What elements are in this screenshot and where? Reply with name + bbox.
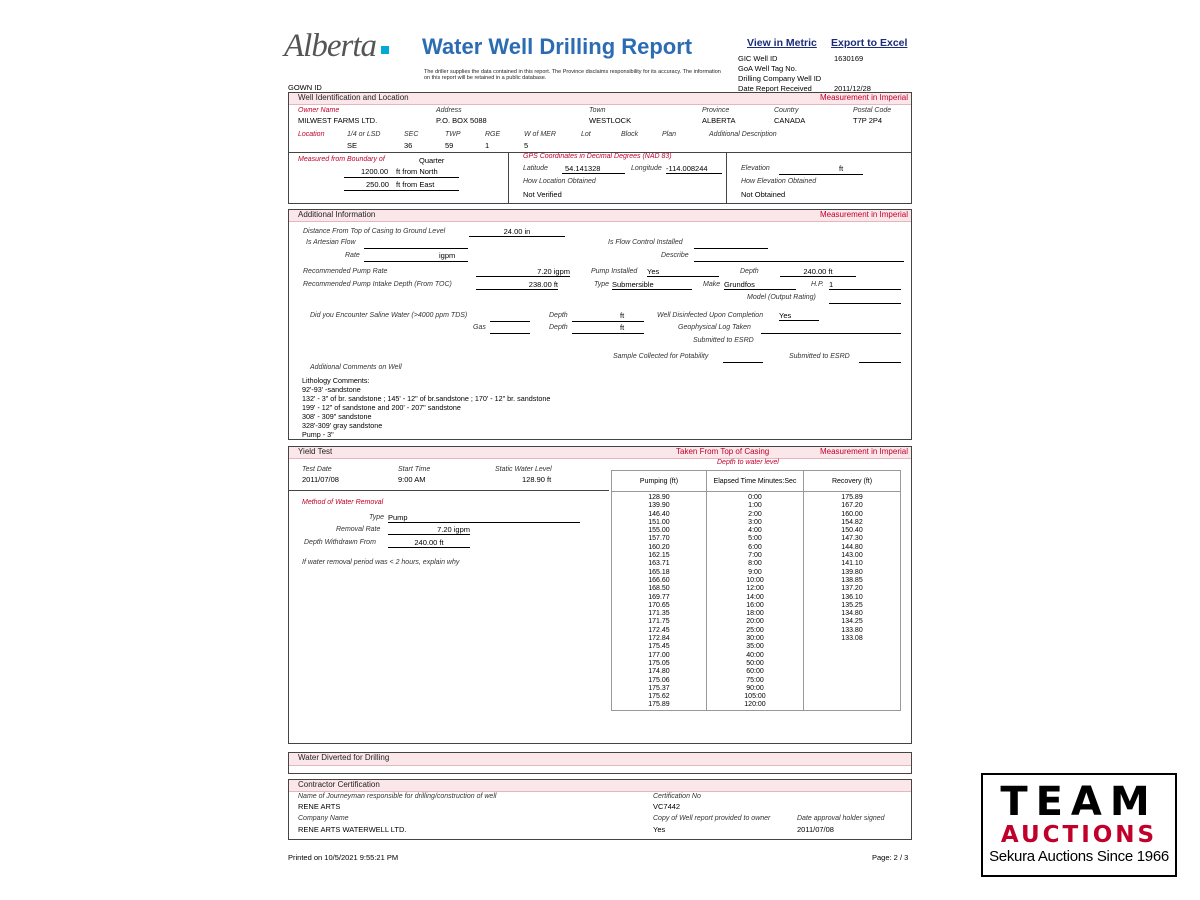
measurement-label: Measurement in Imperial	[819, 93, 908, 102]
comments-block	[302, 376, 550, 439]
elapsed-cell: 10:00	[706, 577, 803, 585]
comment-line: 92'-93' -sandstone	[302, 385, 361, 394]
pumping-cell: 166.60	[612, 577, 707, 585]
gas-field	[490, 323, 530, 334]
recovery-cell: 167.20	[804, 502, 901, 510]
gas-label: Gas	[473, 324, 486, 331]
gown-id-label: GOWN ID	[288, 83, 322, 92]
yield-row	[612, 627, 901, 635]
recovery-cell: 134.80	[804, 610, 901, 618]
how-location-label: How Location Obtained	[523, 178, 596, 185]
yield-row	[612, 701, 901, 710]
yield-row	[612, 643, 901, 651]
saline-depth-field	[572, 311, 644, 322]
gas-depth-field	[572, 323, 644, 334]
saline-depth-label: Depth	[549, 312, 568, 319]
additional-information-section	[288, 209, 912, 440]
elapsed-cell: 1:00	[706, 502, 803, 510]
elapsed-cell: 120:00	[706, 701, 803, 710]
pumping-cell: 160.20	[612, 544, 707, 552]
intake-depth-label: Recommended Pump Intake Depth (From TOC)	[303, 281, 452, 288]
latitude: 54.141328	[562, 164, 625, 174]
comment-line: 199' - 12" of sandstone and 200' - 207" sandstone	[302, 403, 461, 412]
elapsed-cell: 30:00	[706, 635, 803, 643]
pumping-cell: 175.05	[612, 660, 707, 668]
gas-depth-label: Depth	[549, 324, 568, 331]
pumping-cell: 175.06	[612, 677, 707, 685]
col-recovery: Recovery (ft)	[804, 471, 901, 492]
block-label: Block	[621, 131, 639, 138]
yield-row	[612, 635, 901, 643]
additional-description-label: Additional Description	[709, 131, 777, 138]
recovery-cell: 175.89	[804, 492, 901, 503]
team-auctions-logo	[981, 773, 1177, 877]
describe-field	[694, 251, 904, 262]
alberta-logo-mark	[381, 46, 389, 54]
address-label: Address	[436, 107, 462, 114]
province: ALBERTA	[702, 116, 736, 125]
latitude-label: Latitude	[523, 165, 548, 172]
journeyman-label: Name of Journeyman responsible for drilling/construction of well	[298, 793, 497, 800]
recovery-cell	[804, 660, 901, 668]
distance: 24.00 in	[469, 227, 565, 237]
mer: 5	[524, 141, 529, 150]
report-title: Water Well Drilling Report	[422, 34, 693, 59]
recovery-cell: 154.82	[804, 519, 901, 527]
submitted-esrd-field	[859, 352, 901, 363]
pumping-cell: 169.77	[612, 594, 707, 602]
pumping-cell: 174.80	[612, 668, 707, 676]
recovery-cell	[804, 668, 901, 676]
company: RENE ARTS WATERWELL LTD.	[298, 825, 407, 834]
pumping-cell: 162.15	[612, 552, 707, 560]
town: WESTLOCK	[589, 116, 632, 125]
section-title: Additional Information	[298, 210, 376, 219]
method-label: Method of Water Removal	[302, 499, 384, 506]
plan-label: Plan	[662, 131, 677, 138]
casing-label: Taken From Top of Casing	[676, 447, 770, 456]
elapsed-cell: 35:00	[706, 643, 803, 651]
pumping-cell: 175.45	[612, 643, 707, 651]
elapsed-cell: 12:00	[706, 585, 803, 593]
yield-row	[612, 660, 901, 668]
rge: 1	[485, 141, 490, 150]
pump-make: Grundfos	[724, 280, 796, 290]
recovery-cell: 144.80	[804, 544, 901, 552]
removal-rate-label: Removal Rate	[336, 526, 381, 533]
section-header	[289, 753, 911, 766]
rge-label: RGE	[485, 131, 501, 138]
geophysical-label: Geophysical Log Taken	[678, 324, 751, 331]
removal-type-label: Type	[369, 514, 385, 521]
describe-label: Describe	[661, 252, 689, 259]
from-north-field	[344, 167, 459, 178]
yield-row	[612, 492, 901, 503]
team-logo-line3: Sekura Auctions Since 1966	[989, 848, 1169, 865]
disinfected: Yes	[779, 311, 819, 321]
lsd: SE	[347, 141, 358, 150]
recovery-cell: 143.00	[804, 552, 901, 560]
static-level: 128.90 ft	[522, 475, 552, 484]
yield-row	[612, 652, 901, 660]
owner-name-label: Owner Name	[298, 107, 340, 114]
elapsed-cell: 60:00	[706, 668, 803, 676]
yield-row	[612, 594, 901, 602]
comment-line: Lithology Comments:	[302, 376, 370, 385]
col-pumping: Pumping (ft)	[612, 471, 707, 492]
approval-date: 2011/07/08	[797, 825, 834, 834]
team-logo-line2: AUCTIONS	[1000, 822, 1158, 848]
elapsed-cell: 18:00	[706, 610, 803, 618]
east-unit: ft from East	[396, 180, 435, 189]
pumping-cell: 168.50	[612, 585, 707, 593]
yield-table	[611, 470, 901, 711]
elapsed-cell: 16:00	[706, 602, 803, 610]
removal-rate: 7.20 igpm	[388, 525, 470, 535]
location-label: Location	[298, 131, 325, 138]
divider-vertical	[726, 152, 727, 204]
comment-line: 132' - 3" of br. sandstone ; 145' - 12" of br.sandstone ; 170' - 12" br. sandstone	[302, 394, 551, 403]
yield-row	[612, 511, 901, 519]
recovery-cell: 134.25	[804, 618, 901, 626]
elapsed-cell: 50:00	[706, 660, 803, 668]
date-received-value: 2011/12/28	[834, 84, 871, 93]
removal-type: Pump	[388, 513, 580, 523]
section-title: Well Identification and Location	[298, 93, 409, 102]
flow-control-label: Is Flow Control Installed	[608, 239, 683, 246]
rec-pump-rate: 7.20 igpm	[476, 267, 570, 277]
elapsed-cell: 2:00	[706, 511, 803, 519]
section-header	[289, 210, 911, 222]
twp-label: TWP	[445, 131, 461, 138]
recovery-cell: 139.80	[804, 569, 901, 577]
recovery-cell	[804, 643, 901, 651]
start-time: 9:00 AM	[398, 475, 426, 484]
printed-on: Printed on 10/5/2021 9:55:21 PM	[288, 853, 399, 862]
pump-depth: 240.00 ft	[780, 267, 856, 277]
pumping-cell: 155.00	[612, 527, 707, 535]
section-header	[289, 93, 911, 105]
team-logo-line1: TEAM	[1000, 779, 1158, 825]
pumping-cell: 172.84	[612, 635, 707, 643]
static-level-label: Static Water Level	[495, 466, 552, 473]
elapsed-cell: 7:00	[706, 552, 803, 560]
north-value: 1200.00	[361, 167, 389, 176]
pumping-cell: 151.00	[612, 519, 707, 527]
export-to-excel-link[interactable]: Export to Excel	[831, 37, 908, 49]
east-value: 250.00	[366, 180, 389, 189]
recovery-cell	[804, 652, 901, 660]
elevation-unit: ft	[839, 164, 844, 173]
pump-type: Submersible	[612, 280, 692, 290]
saline-label: Did you Encounter Saline Water (>4000 ppm TDS)	[310, 312, 468, 319]
date-received-label: Date Report Received	[738, 84, 812, 93]
lsd-label: 1/4 or LSD	[347, 131, 381, 138]
yield-row	[612, 552, 901, 560]
elevation-label: Elevation	[741, 165, 770, 172]
recovery-cell: 133.08	[804, 635, 901, 643]
comments-label: Additional Comments on Well	[310, 364, 402, 371]
comment-line: 308' - 309" sandstone	[302, 412, 372, 421]
province-label: Province	[702, 107, 730, 114]
elapsed-cell: 3:00	[706, 519, 803, 527]
elapsed-cell: 9:00	[706, 569, 803, 577]
elapsed-cell: 14:00	[706, 594, 803, 602]
measurement-label: Measurement in Imperial	[819, 210, 908, 219]
pumping-cell: 163.71	[612, 560, 707, 568]
elapsed-cell: 105:00	[706, 693, 803, 701]
disinfected-label: Well Disinfected Upon Completion	[657, 312, 764, 319]
yield-row	[612, 535, 901, 543]
yield-row	[612, 519, 901, 527]
pump-installed: Yes	[647, 267, 719, 277]
copy-provided: Yes	[653, 825, 666, 834]
sec: 36	[404, 141, 413, 150]
col-elapsed: Elapsed Time Minutes:Sec	[706, 471, 803, 492]
rec-pump-rate-label: Recommended Pump Rate	[303, 268, 388, 275]
recovery-cell: 133.80	[804, 627, 901, 635]
gic-value: 1630169	[834, 54, 864, 63]
pumping-cell: 172.45	[612, 627, 707, 635]
elevation-field	[779, 164, 863, 175]
explain-label: If water removal period was < 2 hours, explain why	[302, 559, 460, 566]
ids-block	[738, 54, 871, 94]
longitude: -114.008244	[666, 164, 722, 174]
yield-row	[612, 577, 901, 585]
recovery-cell: 137.20	[804, 585, 901, 593]
section-header	[289, 447, 911, 459]
test-date-label: Test Date	[302, 466, 332, 473]
postal-code: T7P 2P4	[853, 116, 883, 125]
page-number: Page: 2 / 3	[872, 853, 909, 862]
rate-label: Rate	[345, 252, 360, 259]
comment-line: 328'-309' gray sandstone	[302, 421, 383, 430]
measurement-label: Measurement in Imperial	[819, 447, 908, 456]
alberta-logo-text: Alberta	[284, 28, 376, 64]
how-elevation-label: How Elevation Obtained	[741, 178, 817, 185]
country: CANADA	[774, 116, 806, 125]
recovery-cell	[804, 693, 901, 701]
yield-row	[612, 527, 901, 535]
certification-label: Certification No	[653, 793, 701, 800]
distance-label: Distance From Top of Casing to Ground Level	[303, 228, 446, 235]
country-label: Country	[774, 107, 799, 114]
elapsed-cell: 75:00	[706, 677, 803, 685]
recovery-cell: 141.10	[804, 560, 901, 568]
submitted-label: Submitted to ESRD	[693, 337, 754, 344]
section-title: Contractor Certification	[298, 780, 380, 789]
approval-label: Date approval holder signed	[797, 815, 885, 822]
depth-withdrawn-label: Depth Withdrawn From	[304, 539, 376, 546]
water-diverted-section	[288, 752, 912, 774]
yield-row	[612, 610, 901, 618]
how-elevation: Not Obtained	[741, 190, 786, 199]
rate-field	[364, 251, 468, 262]
longitude-label: Longitude	[631, 165, 662, 172]
yield-row	[612, 585, 901, 593]
certification: VC7442	[653, 802, 681, 811]
submitted-esrd-label: Submitted to ESRD	[789, 353, 850, 360]
north-unit: ft from North	[396, 167, 438, 176]
section-title: Yield Test	[298, 447, 333, 456]
recovery-cell: 138.85	[804, 577, 901, 585]
gic-label: GIC Well ID	[738, 54, 778, 63]
pumping-cell: 175.37	[612, 685, 707, 693]
copy-label: Copy of Well report provided to owner	[653, 815, 771, 822]
view-in-metric-link[interactable]: View in Metric	[747, 37, 817, 49]
yield-test-section	[288, 446, 912, 744]
pumping-cell: 171.75	[612, 618, 707, 626]
rate-unit: igpm	[439, 251, 456, 260]
hp-label: H.P.	[811, 281, 824, 288]
mer-label: W of MER	[524, 131, 556, 138]
divider	[289, 490, 609, 491]
elapsed-cell: 6:00	[706, 544, 803, 552]
recovery-cell	[804, 685, 901, 693]
town-label: Town	[589, 107, 606, 114]
address: P.O. BOX 5088	[436, 116, 487, 125]
divider-vertical	[508, 152, 509, 204]
make-label: Make	[703, 281, 721, 288]
comment-line: Pump - 3"	[302, 430, 334, 439]
section-header	[289, 780, 911, 792]
depth-label: Depth	[740, 268, 759, 275]
yield-row	[612, 618, 901, 626]
yield-row	[612, 685, 901, 693]
pumping-cell: 165.18	[612, 569, 707, 577]
elapsed-cell: 4:00	[706, 527, 803, 535]
elapsed-cell: 40:00	[706, 652, 803, 660]
sample-field	[723, 352, 763, 363]
yield-row	[612, 602, 901, 610]
depth-to-water-label: Depth to water level	[717, 459, 779, 466]
disclaimer: The driller supplies the data contained in this report. The Province disclaims responsibility for its accuracy. The information on this report will be retained in a public database.	[424, 69, 721, 81]
how-location: Not Verified	[523, 190, 562, 199]
alberta-logo	[284, 28, 389, 65]
boundary-label: Measured from Boundary of	[298, 156, 385, 163]
well-identification-section	[288, 92, 912, 204]
yield-row	[612, 569, 901, 577]
postal-label: Postal Code	[853, 107, 892, 114]
yield-row	[612, 544, 901, 552]
yield-row	[612, 668, 901, 676]
depth-withdrawn: 240.00 ft	[388, 538, 470, 548]
pump-installed-label: Pump Installed	[591, 268, 638, 275]
intake-depth: 238.00 ft	[476, 280, 558, 290]
section-title: Water Diverted for Drilling	[298, 753, 390, 762]
gas-depth-unit: ft	[620, 323, 625, 332]
pumping-cell: 146.40	[612, 511, 707, 519]
from-east-field	[344, 180, 459, 191]
gps-label: GPS Coordinates in Decimal Degrees (NAD 83)	[523, 153, 672, 160]
goa-label: GoA Well Tag No.	[738, 64, 797, 73]
artesian-field	[364, 239, 468, 249]
recovery-cell: 147.30	[804, 535, 901, 543]
elapsed-cell: 90:00	[706, 685, 803, 693]
pumping-cell: 170.65	[612, 602, 707, 610]
recovery-cell	[804, 701, 901, 710]
sec-label: SEC	[404, 131, 419, 138]
yield-row	[612, 693, 901, 701]
type-label: Type	[594, 281, 610, 288]
boundary: Quarter	[419, 156, 445, 165]
elapsed-cell: 5:00	[706, 535, 803, 543]
test-date: 2011/07/08	[302, 475, 339, 484]
recovery-cell: 160.00	[804, 511, 901, 519]
lot-label: Lot	[581, 131, 591, 138]
journeyman: RENE ARTS	[298, 802, 341, 811]
company-label: Company Name	[298, 815, 349, 822]
elapsed-cell: 20:00	[706, 618, 803, 626]
elapsed-cell: 25:00	[706, 627, 803, 635]
yield-row	[612, 560, 901, 568]
saline-field	[490, 311, 530, 322]
recovery-cell: 136.10	[804, 594, 901, 602]
pumping-cell: 175.62	[612, 693, 707, 701]
pump-hp: 1	[829, 280, 901, 290]
pumping-cell: 175.89	[612, 701, 707, 710]
owner-name: MILWEST FARMS LTD.	[298, 116, 378, 125]
elapsed-cell: 0:00	[706, 492, 803, 503]
model-label: Model (Output Rating)	[747, 294, 816, 301]
sample-label: Sample Collected for Potability	[613, 353, 709, 360]
yield-row	[612, 677, 901, 685]
pumping-cell: 139.90	[612, 502, 707, 510]
artesian-label: Is Artesian Flow	[306, 239, 356, 246]
twp: 59	[445, 141, 454, 150]
elapsed-cell: 8:00	[706, 560, 803, 568]
flow-control-field	[694, 239, 768, 249]
recovery-cell: 150.40	[804, 527, 901, 535]
recovery-cell	[804, 677, 901, 685]
pumping-cell: 157.70	[612, 535, 707, 543]
pumping-cell: 171.35	[612, 610, 707, 618]
yield-row	[612, 502, 901, 510]
company-id-label: Drilling Company Well ID	[738, 74, 822, 83]
recovery-cell: 135.25	[804, 602, 901, 610]
model-field	[829, 293, 901, 304]
pumping-cell: 128.90	[612, 492, 707, 503]
saline-depth-unit: ft	[620, 311, 625, 320]
geophysical-field	[761, 323, 901, 334]
start-time-label: Start Time	[398, 466, 431, 473]
contractor-section	[288, 779, 912, 840]
pumping-cell: 177.00	[612, 652, 707, 660]
